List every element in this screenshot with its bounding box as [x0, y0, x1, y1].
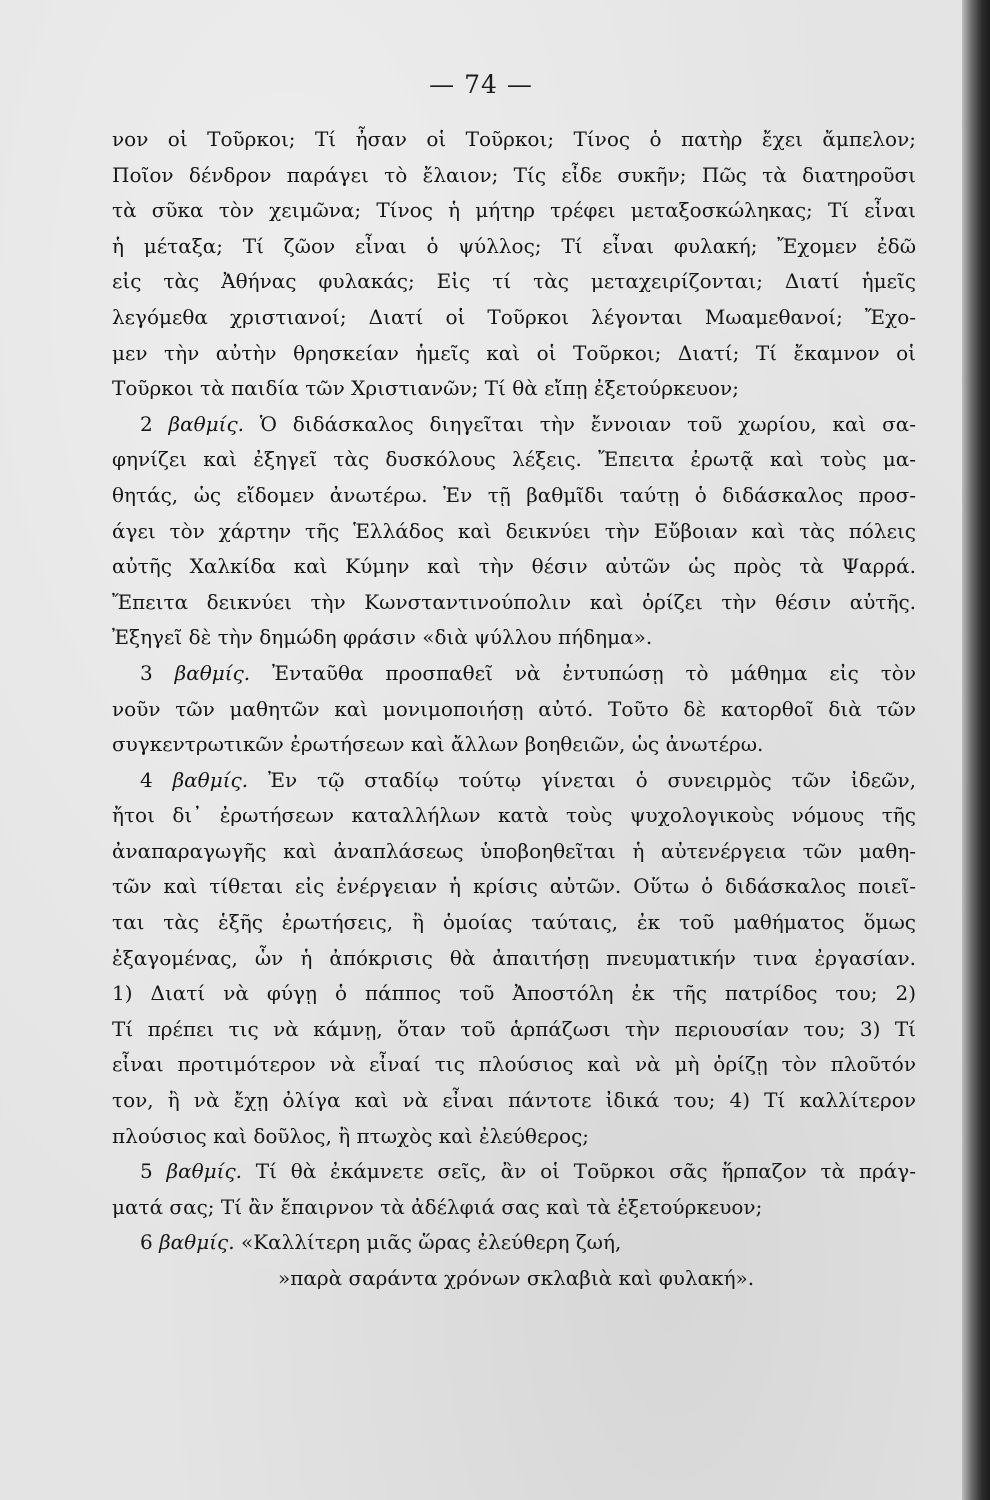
text-line	[112, 727, 916, 763]
line-text: ἤτοι δι᾽ ἐρωτήσεων καταλλήλων κατὰ τοὺς ψυχολογικοὺς νόμους τῆς	[112, 803, 916, 828]
text-line	[112, 158, 916, 194]
text-line	[112, 264, 916, 300]
text-line	[112, 1119, 916, 1155]
text-line	[112, 941, 916, 977]
line-text: ἐξαγομένας, ὧν ἡ ἀπόκρισις θὰ ἀπαιτήσῃ πνευματικήν τινα ἐργασίαν.	[112, 945, 916, 970]
text-line	[112, 549, 916, 585]
text-line	[112, 620, 916, 656]
step-number: 5	[140, 1159, 167, 1184]
text-line	[112, 1012, 916, 1048]
line-text: νοῦν τῶν μαθητῶν καὶ μονιμοποιήσῃ αὐτό. Τοῦτο δὲ κατορθοῖ διὰ τῶν	[112, 696, 916, 721]
text-line	[112, 336, 916, 372]
line-text: Ὁ διδάσκαλος διηγεῖται τὴν ἔννοιαν τοῦ χωρίου, καὶ σα-	[244, 411, 916, 436]
step-heading-line	[112, 407, 916, 443]
line-text: εἶναι προτιμότερον νὰ εἶναί τις πλούσιος καὶ νὰ μὴ ὁρίζῃ τὸν πλοῦτόν	[112, 1052, 916, 1077]
step-heading-line	[112, 1225, 916, 1261]
line-text: τὰ σῦκα τὸν χειμῶνα; Τίνος ἡ μήτηρ τρέφει μεταξοσκώληκας; Τί εἶναι	[112, 198, 916, 223]
text-line	[112, 585, 916, 621]
step-heading-line	[112, 763, 916, 799]
line-text: μεν τὴν αὐτὴν θρησκείαν ἡμεῖς καὶ οἱ Τοῦρκοι; Διατί; Τί ἔκαμνον οἱ	[112, 340, 916, 365]
line-text: πλούσιος καὶ δοῦλος, ἢ πτωχὸς καὶ ἐλεύθερος;	[112, 1123, 590, 1148]
line-text: ἡ μέταξα; Τί ζῶον εἶναι ὁ ψύλλος; Τί εἶναι φυλακή; Ἔχομεν ἐδῶ	[112, 233, 916, 258]
line-text: θητάς, ὡς εἴδομεν ἀνωτέρω. Ἐν τῇ βαθμῖδι ταύτῃ ὁ διδάσκαλος προσ-	[112, 482, 916, 507]
text-line	[112, 834, 916, 870]
line-text: Ἐνταῦθα προσπαθεῖ νὰ ἐντυπώσῃ τὸ μάθημα εἰς τὸν	[250, 660, 916, 685]
line-text: Ποῖον δένδρον παράγει τὸ ἔλαιον; Τίς εἶδε συκῆν; Πῶς τὰ διατηροῦσι	[112, 162, 916, 187]
verse-line-2	[112, 1261, 916, 1297]
step-number: 6	[140, 1230, 160, 1255]
line-text: φηνίζει καὶ ἐξηγεῖ τὰς δυσκόλους λέξεις. Ἔπειτα ἐρωτᾷ καὶ τοὺς μα-	[112, 447, 916, 472]
line-text: νον οἱ Τοῦρκοι; Τί ἦσαν οἱ Τοῦρκοι; Τίνος ὁ πατὴρ ἔχει ἄμπελον;	[112, 127, 916, 151]
line-text: »παρὰ σαράντα χρόνων σκλαβιὰ καὶ φυλακή».	[278, 1266, 755, 1290]
verse-line-1: «Καλλίτερη μιᾶς ὥρας ἐλεύθερη ζωή,	[234, 1230, 622, 1255]
text-line	[112, 869, 916, 905]
line-text: τον, ἢ νὰ ἔχῃ ὀλίγα καὶ νὰ εἶναι πάντοτε ἰδικά του; 4) Τί καλλίτερον	[112, 1088, 916, 1113]
line-text: λεγόμεθα χριστιανοί; Διατί οἱ Τοῦρκοι λέγονται Μωαμεθανοί; Ἔχο-	[112, 304, 916, 329]
line-text: Τί πρέπει τις νὰ κάμνῃ, ὅταν τοῦ ἁρπάζωσι τὴν περιουσίαν του; 3) Τί	[112, 1016, 916, 1041]
line-text: ματά σας; Τί ἂν ἔπαιρνον τὰ ἀδέλφιά σας καὶ τὰ ἐξετούρκευον;	[112, 1194, 763, 1219]
page-edge-shadow	[962, 0, 990, 1500]
line-text: εἰς τὰς Ἀθήνας φυλακάς; Εἰς τί τὰς μεταχειρίζονται; Διατί ἡμεῖς	[112, 269, 916, 294]
text-line	[112, 193, 916, 229]
text-line	[112, 692, 916, 728]
step-label: βαθμίς.	[168, 411, 245, 436]
body-text	[112, 122, 916, 1297]
page-number: — 74 —	[429, 70, 533, 99]
line-text: άγει τὸν χάρτην τῆς Ἑλλάδος καὶ δεικνύει τὴν Εὔβοιαν καὶ τὰς πόλεις	[112, 518, 916, 543]
text-line	[112, 122, 916, 158]
text-line	[112, 514, 916, 550]
step-heading-line	[112, 656, 916, 692]
step-label: βαθμίς.	[166, 1159, 243, 1184]
line-text: Ἐν τῷ σταδίῳ τούτῳ γίνεται ὁ συνειρμὸς τῶν ἰδεῶν,	[248, 767, 916, 792]
text-line	[112, 371, 916, 407]
line-text: ται τὰς ἑξῆς ἐρωτήσεις, ἢ ὁμοίας ταύταις, ἐκ τοῦ μαθήματος ὅμως	[112, 910, 916, 935]
line-text: Τί θὰ ἐκάμνετε σεῖς, ἂν οἱ Τοῦρκοι σᾶς ἥρπαζον τὰ πράγ-	[242, 1159, 916, 1184]
step-number: 2	[140, 411, 169, 436]
step-label: βαθμίς.	[159, 1230, 235, 1255]
text-line	[112, 976, 916, 1012]
text-line	[112, 229, 916, 265]
line-text: Ἐξηγεῖ δὲ τὴν δημώδη φράσιν «διὰ ψύλλου πήδημα».	[112, 625, 653, 650]
line-text: αὐτῆς Χαλκίδα καὶ Κύμην καὶ τὴν θέσιν αὐτῶν ὡς πρὸς τὰ Ψαρρά.	[112, 554, 916, 579]
step-number: 3	[140, 660, 175, 685]
text-line	[112, 1190, 916, 1226]
step-number: 4	[140, 767, 173, 792]
step-heading-line	[112, 1154, 916, 1190]
line-text: ἀναπαραγωγῆς καὶ ἀναπλάσεως ὑποβοηθεῖται ἡ αὐτενέργεια τῶν μαθη-	[112, 838, 916, 863]
text-line	[112, 798, 916, 834]
text-line	[112, 905, 916, 941]
step-label: βαθμίς.	[174, 660, 251, 685]
line-text: συγκεντρωτικῶν ἐρωτήσεων καὶ ἄλλων βοηθειῶν, ὡς ἀνωτέρω.	[112, 732, 764, 757]
step-label: βαθμίς.	[172, 767, 249, 792]
line-text: τῶν καὶ τίθεται εἰς ἐνέργειαν ἡ κρίσις αὐτῶν. Οὕτω ὁ διδάσκαλος ποιεῖ-	[112, 874, 916, 899]
text-line	[112, 1047, 916, 1083]
text-line	[112, 1083, 916, 1119]
line-text: Τοῦρκοι τὰ παιδία τῶν Χριστιανῶν; Τί θὰ εἴπῃ ἐξετούρκευον;	[112, 376, 739, 401]
text-line	[112, 478, 916, 514]
line-text: 1) Διατί νὰ φύγῃ ὁ πάππος τοῦ Ἀποστόλη ἐκ τῆς πατρίδος του; 2)	[112, 981, 916, 1006]
line-text: Ἔπειτα δεικνύει τὴν Κωνσταντινούπολιν καὶ ὁρίζει τὴν θέσιν αὐτῆς.	[112, 589, 916, 614]
text-line	[112, 300, 916, 336]
text-line	[112, 442, 916, 478]
